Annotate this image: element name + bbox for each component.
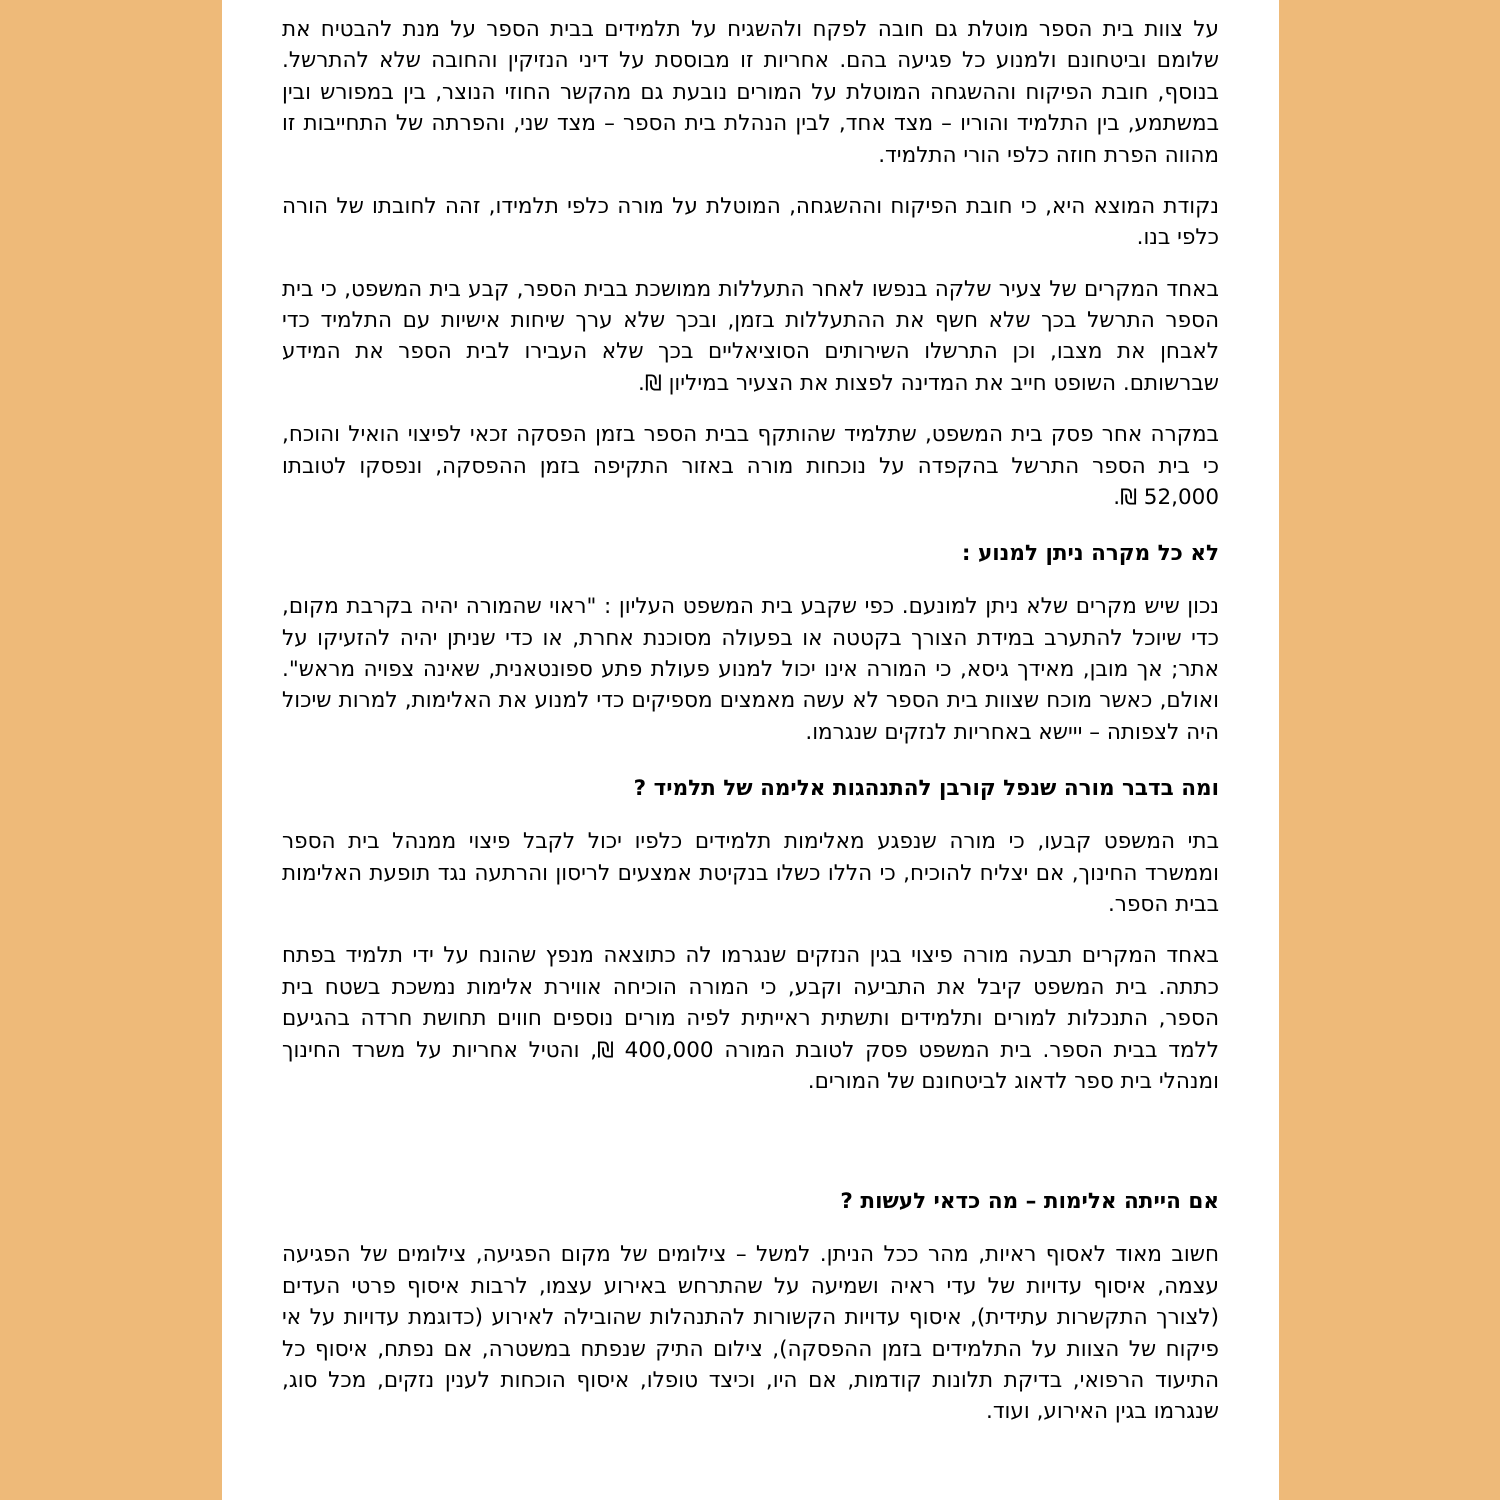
paragraph-courts-ruled-compensation: בתי המשפט קבעו, כי מורה שנפגע מאלימות תלמידים כלפיו יכול לקבל פיצוי ממנהל בית הספר וממשרד החינוך, אם יצליח להוכיח, כי הללו כשלו בנקיטת אמצעים לריסון והרתעה נגד תופעת האלימות בבית הספר.: [282, 829, 1219, 918]
paragraph-case-recess-compensation: במקרה אחר פסק בית המשפט, שתלמיד שהותקף בבית הספר בזמן הפסקה זכאי לפיצוי הואיל והוכח, כי בית הספר התרשל בהקפדה על נוכחות מורה באזור התקיפה בזמן ההפסקה, ונפסקו לטובתו 52,000 ₪.: [282, 422, 1219, 510]
heading-if-violence-occurred: אם הייתה אלימות – מה כדאי לעשות ?: [840, 1189, 1219, 1215]
document-page: [222, 0, 1279, 1500]
paragraph-case-young-man: באחד המקרים של צעיר שלקה בנפשו לאחר התעללות ממושכת בבית הספר, קבע בית המשפט, כי בית הספר התרשל בכך שלא חשף את ההתעללות בזמן, ובכך שלא ערך שיחות אישיות עם התלמיד כדי לאבחן את מצבו, וכן התרשלו השירותים הסוציאליים בכך שלא העבירו לבית הספר את המידע שברשותם. השופט חייב את המדינה לפצות את הצעיר במיליון ₪.: [282, 276, 1219, 396]
heading-teacher-victim: ומה בדבר מורה שנפל קורבן להתנהגות אלימה של תלמיד ?: [633, 776, 1219, 802]
section-spacer: [282, 1117, 1219, 1161]
paragraph-supreme-court-quote: נכון שיש מקרים שלא ניתן למונעם. כפי שקבע בית המשפט העליון : "ראוי שהמורה יהיה בקרבת מקום, כדי שיוכל להתערב במידת הצורך בקטטה או בפעולה מסוכנת אחרת, או כדי שניתן יהיה להזעיקו על אתר; אך מובן, מאידך גיסא, כי המורה אינו יכול למנוע פעולת פתע ספונטאנית, שאינה צפויה מראש". ואולם, כאשר מוכח שצוות בית הספר לא עשה מאמצים מספיקים כדי למנוע את האלימות, למרות שיכול היה לצפותה – ייישא באחריות לנזקים שנגרמו.: [282, 594, 1219, 745]
paragraph-school-staff-duty: על צוות בית הספר מוטלת גם חובה לפקח ולהשגיח על תלמידים בבית הספר על מנת להבטיח את שלומם וביטחונם ולמנוע כל פגיעה בהם. אחריות זו מבוססת על דיני הנזיקין והחובה שלא להתרשל. בנוסף, חובת הפיקוח וההשגחה המוטלת על המורים נובעת גם מהקשר החוזי הנוצר, בין במפורש ובין במשתמע, בין התלמיד והוריו – מצד אחד, לבין הנהלת בית הספר – מצד שני, והפרתה של התחייבות זו מהווה הפרת חוזה כלפי הורי התלמיד.: [282, 17, 1219, 168]
paragraph-evidence-collection: חשוב מאוד לאסוף ראיות, מהר ככל הניתן. למשל – צילומים של מקום הפגיעה, צילומים של הפגיעה עצמה, איסוף עדויות של עדי ראיה ושמיעה על שהתרחש באירוע עצמו, לרבות איסוף פרטי העדים (לצורך התקשרות עתידית), איסוף עדויות הקשורות להתנהלות שהובילה לאירוע (כדוגמת עדויות על אי פיקוח של הצוות על התלמידים בזמן ההפסקה), צילום התיק שנפתח במשטרה, אם נפתח, איסוף כל התיעוד הרפואי, בדיקת תלונות קודמות, אם היו, וכיצד טופלו, איסוף הוכחות לענין נזקים, מכל סוג, שנגרמו בגין האירוע, ועוד.: [282, 1242, 1219, 1425]
paragraph-starting-point: נקודת המוצא היא, כי חובת הפיקוח וההשגחה, המוטלת על מורה כלפי תלמידו, זהה לחובתו של הורה כלפי בנו.: [282, 193, 1219, 251]
heading-not-every-case: לא כל מקרה ניתן למנוע :: [961, 541, 1219, 567]
document-body: [282, 14, 1219, 1428]
paragraph-case-firecracker: באחד המקרים תבעה מורה פיצוי בגין הנזקים שנגרמו לה כתוצאה מנפץ שהונח על ידי תלמיד בפתח כתתה. בית המשפט קיבל את התביעה וקבע, כי המורה הוכיחה אווירת אלימות נמשכת בשטח בית הספר, התנכלות למורים ותלמידים ותשתית ראייתית לפיה מורים נוספים חווים תחושת חרדה בהגיעם ללמד בבית הספר. בית המשפט פסק לטובת המורה 400,000 ₪, והטיל אחריות על משרד החינוך ומנהלי בית ספר לדאוג לביטחונם של המורים.: [282, 943, 1219, 1094]
